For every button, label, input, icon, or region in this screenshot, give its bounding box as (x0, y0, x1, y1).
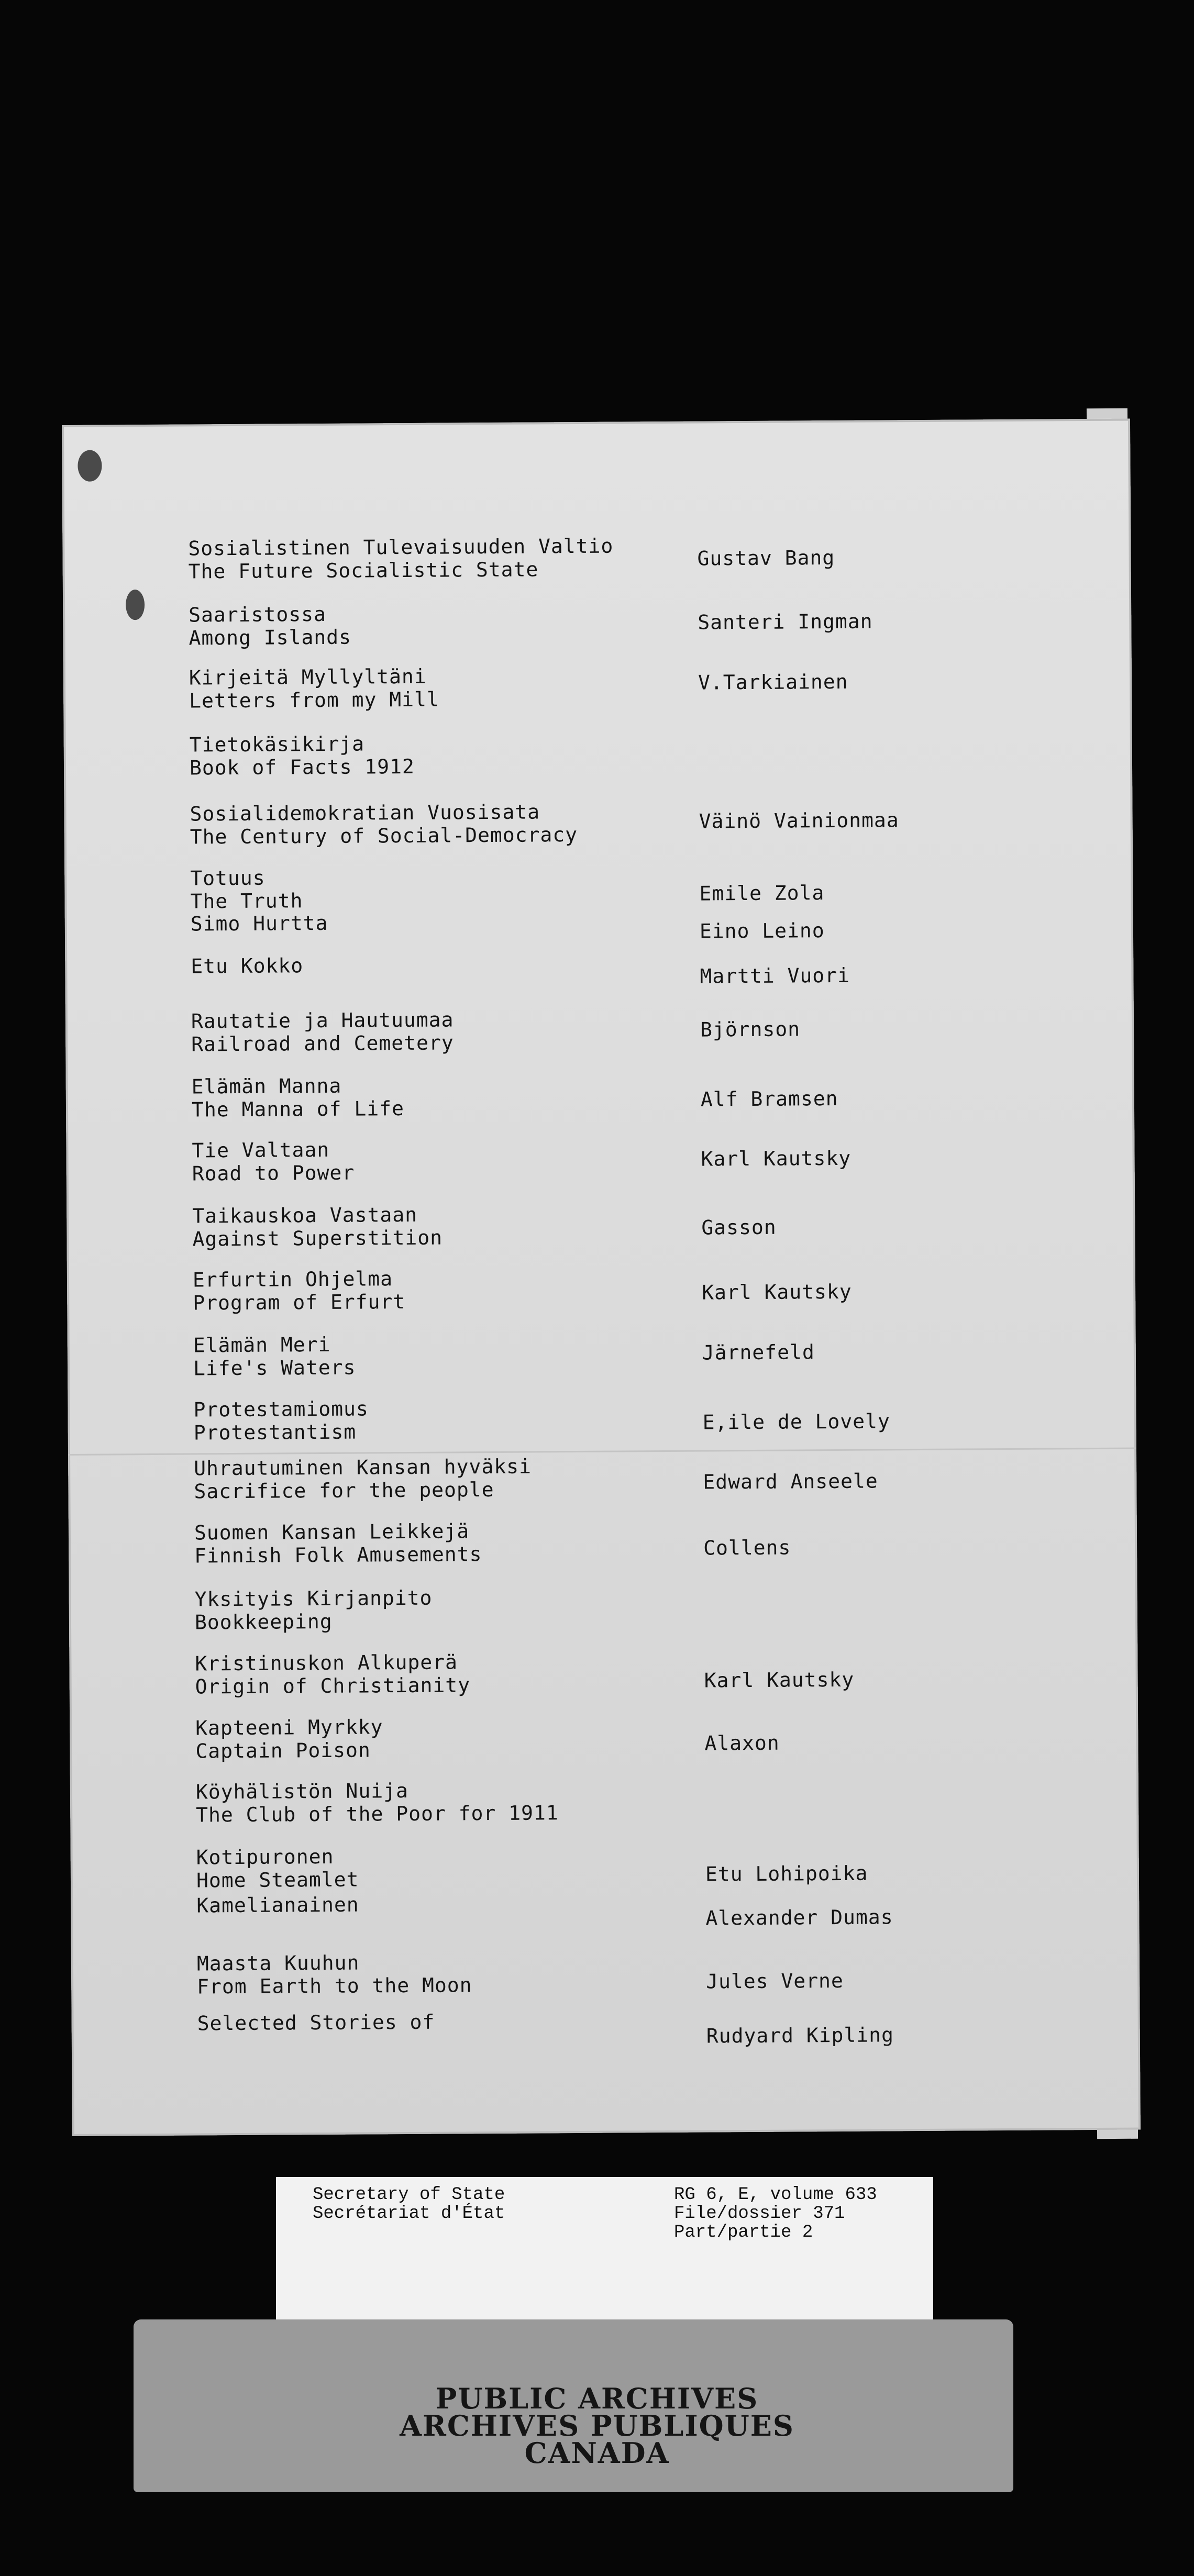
label-file: File/dossier 371 (674, 2204, 845, 2224)
english-title: Finnish Folk Amusements (194, 1542, 482, 1568)
finnish-title: Köyhälistön Nuija (195, 1779, 409, 1804)
finnish-title: Maasta Kuuhun (196, 1951, 360, 1975)
title-group (191, 954, 303, 978)
list-item (191, 949, 1102, 1002)
english-title: The Future Socialistic State (188, 558, 539, 583)
finnish-title: Saaristossa (189, 602, 327, 627)
author-name: V.Tarkiainen (698, 670, 848, 694)
title-group (193, 1267, 405, 1314)
finnish-title: Kamelianainen (196, 1893, 359, 1917)
finnish-title: Etu Kokko (191, 954, 304, 978)
title-group (191, 1008, 454, 1056)
author-name: Gasson (701, 1215, 777, 1239)
list-item (192, 1134, 1103, 1186)
label-part: Part/partie 2 (674, 2223, 813, 2242)
english-title: The Club of the Poor for 1911 (196, 1801, 559, 1827)
label-reference (674, 2185, 877, 2242)
finnish-title: Kristinuskon Alkuperä (195, 1650, 458, 1675)
list-item (196, 1775, 1108, 1828)
finnish-title: Kotipuronen (196, 1845, 334, 1869)
author-name: Rudyard Kipling (706, 2023, 894, 2048)
list-item (195, 1711, 1107, 1764)
author-name: Emile Zola (699, 881, 825, 905)
english-title: Protestantism (193, 1420, 357, 1445)
english-title: Sacrifice for the people (194, 1478, 494, 1503)
label-volume: RG 6, E, volume 633 (674, 2185, 877, 2205)
title-group (196, 1845, 359, 1892)
finnish-title: Tie Valtaan (192, 1138, 330, 1162)
english-title: Among Islands (189, 625, 352, 650)
list-item (193, 1328, 1105, 1381)
list-item (189, 598, 1100, 651)
author-name: Björnson (700, 1017, 801, 1041)
finnish-title: Erfurtin Ohjelma (192, 1267, 393, 1292)
english-title: Life's Waters (193, 1356, 356, 1380)
author-name: E,ile de Lovely (702, 1409, 890, 1434)
archive-stamp (382, 2382, 812, 2470)
finnish-title: Taikauskoa Vastaan (192, 1203, 418, 1228)
finnish-title: Kapteeni Myrkky (195, 1715, 383, 1740)
finnish-title: Sosialistinen Tulevaisuuden Valtio (188, 534, 614, 560)
english-title: From Earth to the Moon (197, 1973, 472, 1998)
stamp-line-fr: ARCHIVES PUBLIQUES (400, 2409, 794, 2442)
author-name: Karl Kautsky (702, 1280, 852, 1304)
title-group (193, 1397, 369, 1444)
finnish-title: Elämän Meri (193, 1333, 331, 1357)
author-name: Eino Leino (699, 919, 825, 943)
list-item (190, 797, 1101, 850)
finnish-title: Protestamiomus (193, 1397, 369, 1422)
author-name: Edward Anseele (703, 1469, 878, 1494)
author-name: Jules Verne (706, 1969, 844, 1993)
title-group (197, 2011, 435, 2035)
list-item (194, 1516, 1106, 1569)
list-item (195, 1582, 1107, 1635)
english-title: Letters from my Mill (189, 687, 439, 713)
english-title: The Manna of Life (191, 1097, 405, 1122)
author-name: Väinö Vainionmaa (699, 808, 899, 833)
label-department-fr: Secrétariat d'État (313, 2204, 505, 2224)
list-item (196, 1840, 1108, 1893)
author-name: Collens (703, 1536, 791, 1560)
list-item (190, 728, 1101, 781)
title-group (190, 800, 578, 849)
finnish-title: Suomen Kansan Leikkejä (194, 1519, 470, 1545)
title-group (193, 1333, 356, 1380)
title-group (188, 535, 613, 583)
author-name: Martti Vuori (700, 963, 850, 988)
title-group (195, 1715, 383, 1762)
finnish-title: Elämän Manna (191, 1074, 342, 1098)
finnish-title: Tietokäsikirja (189, 732, 365, 757)
finnish-title: Sosialidemokratian Vuosisata (190, 800, 540, 826)
label-department-en: Secretary of State (313, 2185, 505, 2205)
author-name: Santeri Ingman (698, 609, 873, 634)
english-title: Book of Facts 1912 (189, 754, 415, 780)
title-group (197, 1950, 472, 1998)
english-title: Captain Poison (195, 1738, 371, 1763)
title-group (189, 665, 439, 713)
list-item (193, 1263, 1104, 1316)
list-item (192, 1070, 1103, 1123)
title-group (195, 1586, 433, 1634)
author-name: Gustav Bang (697, 546, 835, 570)
finnish-title: Uhrautuminen Kansan hyväksi (194, 1454, 532, 1480)
author-name: Järnefeld (702, 1340, 815, 1364)
title-group (192, 1203, 443, 1251)
stamp-line-en: PUBLIC ARCHIVES (435, 2382, 759, 2415)
author-name: Alf Bramsen (700, 1086, 838, 1111)
list-item (197, 2006, 1109, 2059)
english-title: Origin of Christianity (195, 1673, 471, 1698)
english-title: Program of Erfurt (193, 1290, 406, 1315)
finnish-title: Totuus (190, 866, 266, 890)
author-name: Alaxon (704, 1731, 780, 1755)
english-title: Bookkeeping (194, 1609, 333, 1634)
title-group (194, 1455, 532, 1503)
english-title: Road to Power (192, 1161, 355, 1185)
list-item (194, 1451, 1105, 1504)
title-group (194, 1519, 482, 1567)
title-group (196, 1893, 359, 1917)
title-group (191, 912, 328, 936)
list-item (189, 661, 1101, 714)
author-name: Karl Kautsky (701, 1146, 852, 1171)
title-group (190, 866, 303, 913)
finnish-title: Selected Stories of (197, 2010, 435, 2035)
title-group (192, 1074, 404, 1121)
list-item (191, 1004, 1103, 1057)
english-title: Home Steamlet (196, 1868, 359, 1892)
author-name: Alexander Dumas (705, 1905, 893, 1930)
document-page (62, 419, 1141, 2136)
punch-hole-icon (78, 450, 102, 482)
title-group (196, 1778, 559, 1826)
list-item (190, 861, 1102, 914)
stamp-line-country: CANADA (524, 2436, 670, 2470)
title-group (190, 732, 415, 780)
finnish-title: Kirjeitä Myllyltäni (189, 664, 427, 690)
list-item (193, 1393, 1105, 1446)
title-group (192, 1138, 355, 1185)
list-item (197, 1947, 1109, 2000)
title-group (189, 603, 351, 650)
english-title: Railroad and Cemetery (191, 1031, 454, 1056)
author-name: Karl Kautsky (704, 1668, 855, 1692)
english-title: Against Superstition (192, 1226, 443, 1251)
list-item (188, 531, 1100, 584)
list-item (192, 1199, 1104, 1252)
finnish-title: Yksityis Kirjanpito (194, 1586, 433, 1611)
english-title: The Century of Social-Democracy (190, 823, 578, 849)
finnish-title: Rautatie ja Hautuumaa (191, 1008, 454, 1033)
list-item (196, 1889, 1108, 1941)
list-item (195, 1647, 1107, 1700)
punch-hole-icon (126, 590, 145, 620)
english-title: The Truth (190, 889, 303, 913)
title-group (195, 1650, 470, 1698)
label-department (313, 2185, 505, 2223)
finnish-title: Simo Hurtta (190, 911, 328, 936)
author-name: Etu Lohipoika (705, 1861, 868, 1886)
